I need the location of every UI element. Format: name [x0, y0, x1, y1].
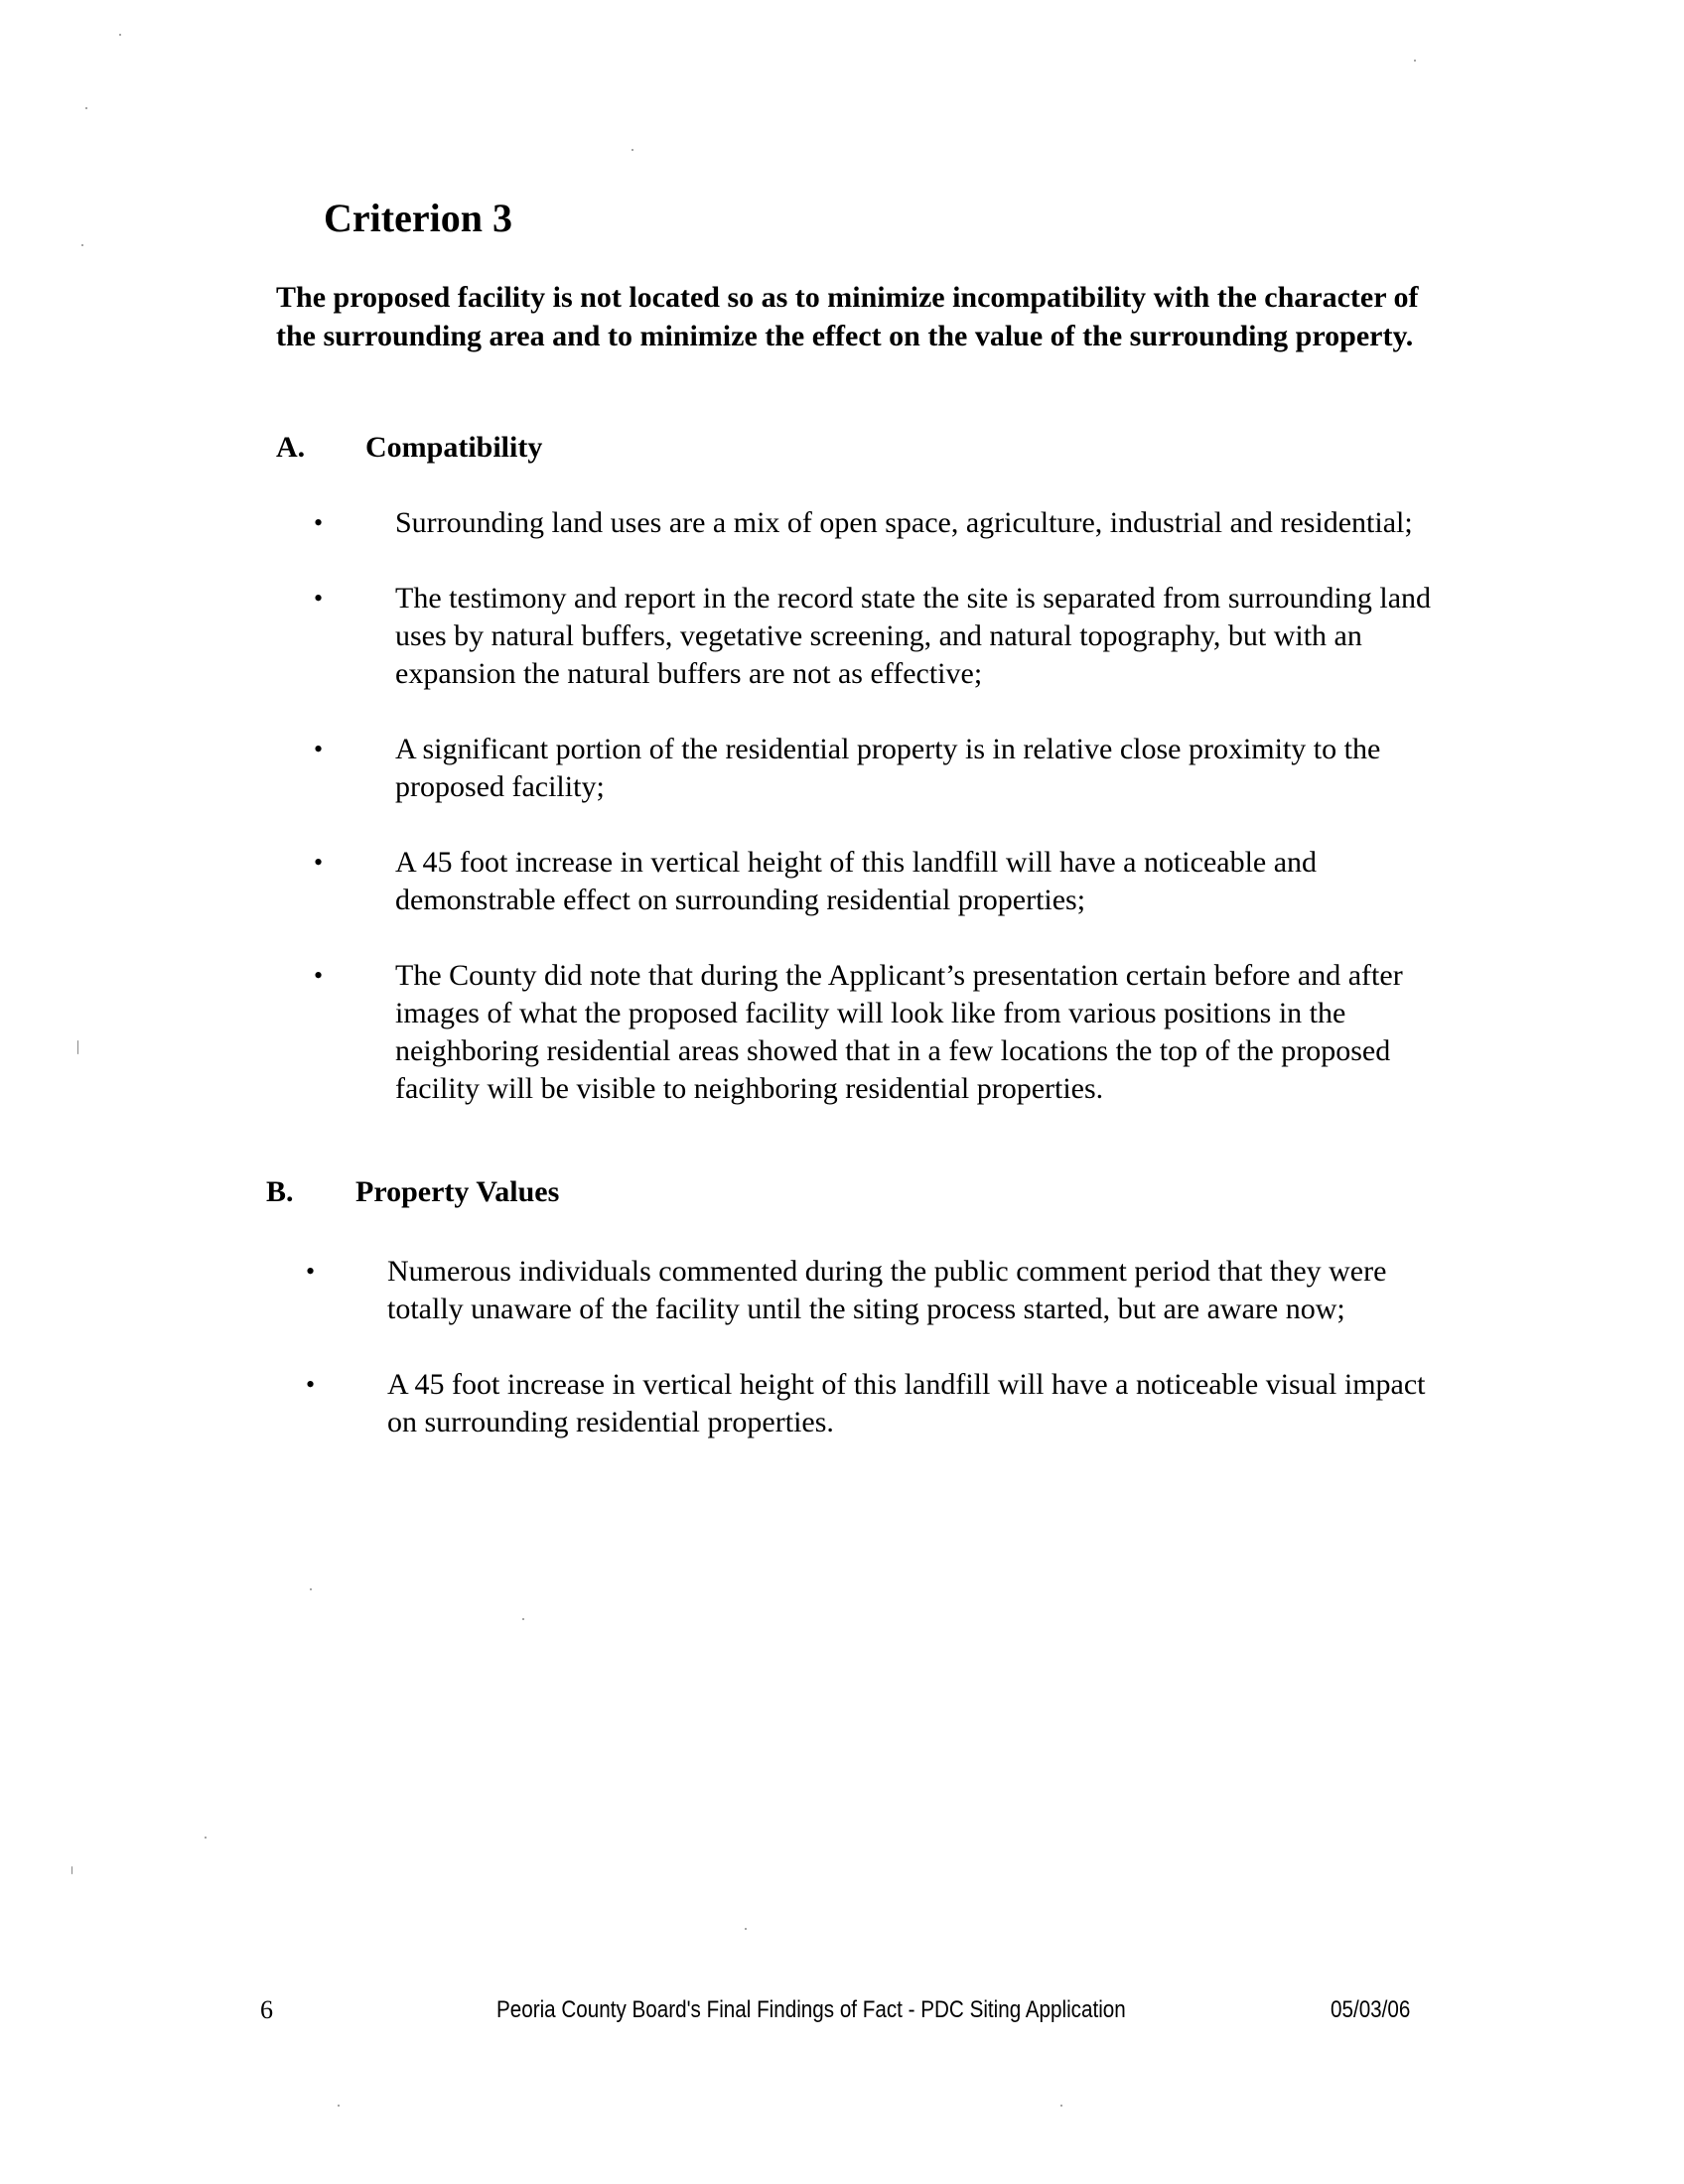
list-item: • Surrounding land uses are a mix of open space, agriculture, industrial and residential; [395, 504, 1448, 542]
bullet-icon: • [306, 1370, 316, 1399]
section-a-heading [276, 429, 542, 467]
page-title: Criterion 3 [324, 196, 512, 240]
criterion-statement: The proposed facility is not located so as to minimize incompatibility with the character of the surrounding area and to minimize the effect on the value of the surrounding property. [276, 281, 1419, 352]
section-b-list [306, 1253, 1440, 1479]
bullet-icon: • [314, 848, 324, 877]
section-a-title: Compatibility [365, 431, 543, 464]
list-item: • The County did note that during the Applicant’s presentation certain before and after images of what the proposed facility will look like from various positions in the neighboring residential areas showed that in a few locations the top of the proposed facility will be visible to neighboring residential properties. [314, 959, 1403, 1105]
page-number: 6 [260, 1995, 273, 2024]
bullet-icon: • [314, 508, 324, 537]
list-item: • A significant portion of the residential property is in relative close proximity to the proposed facility; [314, 733, 1381, 803]
list-item: • A 45 foot increase in vertical height of this landfill will have a noticeable visual impact on surrounding residential properties. [306, 1368, 1426, 1438]
list-item: • The testimony and report in the record state the site is separated from surrounding land uses by natural buffers, vegetative screening, and natural topography, but with an expansion the natural buffers are not as effective; [314, 582, 1432, 690]
list-item: • Numerous individuals commented during the public comment period that they were totally unaware of the facility until the siting process started, but are aware now; [306, 1255, 1387, 1325]
section-b-letter: B. [266, 1175, 294, 1208]
footer-date: 05/03/06 [1331, 1996, 1411, 2023]
bullet-icon: • [314, 961, 324, 990]
section-a-letter: A. [276, 431, 306, 464]
footer-title: Peoria County Board's Final Findings of Fact - PDC Siting Application [496, 1996, 1126, 2023]
bullet-icon: • [314, 584, 324, 613]
section-b-heading [266, 1173, 559, 1211]
bullet-icon: • [314, 735, 324, 763]
bullet-icon: • [306, 1257, 316, 1286]
list-item: • A 45 foot increase in vertical height of this landfill will have a noticeable and demonstrable effect on surrounding residential properties; [314, 846, 1318, 916]
section-a-list [314, 504, 1448, 1146]
section-b-title: Property Values [355, 1175, 560, 1208]
